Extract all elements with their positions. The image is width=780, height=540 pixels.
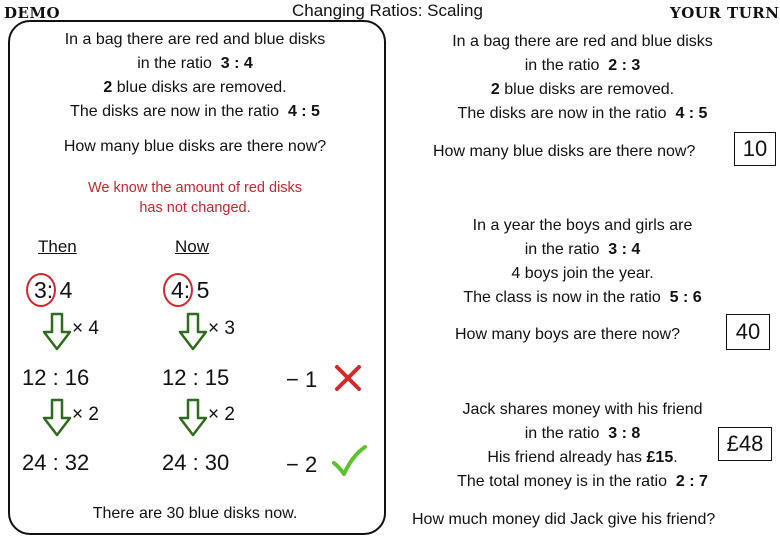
demo-problem-line4: The disks are now in the ratio 4 : 5 xyxy=(70,103,320,120)
now-ratio: 4: 5 xyxy=(171,277,210,303)
then-down-arrow-2-icon xyxy=(42,398,72,438)
q3-line3: His friend already has £15. xyxy=(487,449,678,466)
page-title: Changing Ratios: Scaling xyxy=(292,1,483,20)
q1-line1: In a bag there are red and blue disks xyxy=(452,33,713,50)
demo-note-line1: We know the amount of red disks xyxy=(87,180,303,196)
then-multiplier-1: × 4 xyxy=(72,318,99,339)
q3-line1: Jack shares money with his friend xyxy=(462,401,703,418)
cross-icon xyxy=(332,362,364,394)
q2-answer: 40 xyxy=(726,314,770,350)
q1-answer: 10 xyxy=(734,132,776,166)
now-step-2: 24 : 30 xyxy=(162,450,230,475)
q3-answer: £48 xyxy=(718,427,772,461)
demo-conclusion: There are 30 blue disks now. xyxy=(92,505,298,522)
your-turn-q3 xyxy=(400,398,765,494)
q1-line3: 2 blue disks are removed. xyxy=(490,81,675,98)
then-step-1: 12 : 16 xyxy=(22,365,90,390)
q1-line2: in the ratio 2 : 3 xyxy=(524,57,641,74)
q2-question: How many boys are there now? xyxy=(455,326,680,343)
demo-note-line2: has not changed. xyxy=(139,200,251,216)
now-step-1: 12 : 15 xyxy=(162,365,230,390)
your-turn-label: YOUR TURN xyxy=(670,4,780,22)
demo-question: How many blue disks are there now? xyxy=(63,138,327,155)
difference-2: − 2 xyxy=(286,452,318,477)
demo-problem-line3: 2 blue disks are removed. xyxy=(103,79,287,96)
then-down-arrow-1-icon xyxy=(42,312,72,352)
q2-line3: 4 boys join the year. xyxy=(511,265,654,282)
q2-line2: in the ratio 3 : 4 xyxy=(524,241,641,258)
then-ratio: 3: 4 xyxy=(34,277,73,303)
your-turn-q2 xyxy=(400,214,765,310)
now-multiplier-2: × 2 xyxy=(208,404,235,425)
now-multiplier-1: × 3 xyxy=(208,318,235,339)
q1-question: How many blue disks are there now? xyxy=(433,143,696,160)
then-heading: Then xyxy=(38,237,77,256)
demo-problem xyxy=(20,28,370,124)
demo-problem-line1: In a bag there are red and blue disks xyxy=(64,31,326,48)
demo-note xyxy=(20,178,370,218)
q3-line4: The total money is in the ratio 2 : 7 xyxy=(457,473,708,490)
demo-label: DEMO xyxy=(4,4,61,22)
demo-problem-line2: in the ratio 3 : 4 xyxy=(137,55,253,72)
then-multiplier-2: × 2 xyxy=(72,404,99,425)
now-down-arrow-1-icon xyxy=(178,312,208,352)
your-turn-q1 xyxy=(400,30,765,126)
q1-line4: The disks are now in the ratio 4 : 5 xyxy=(457,105,708,122)
q2-line1: In a year the boys and girls are xyxy=(472,217,693,234)
now-down-arrow-2-icon xyxy=(178,398,208,438)
then-step-2: 24 : 32 xyxy=(22,450,90,475)
now-heading: Now xyxy=(175,237,210,256)
q3-question: How much money did Jack give his friend? xyxy=(412,511,716,528)
q2-line4: The class is now in the ratio 5 : 6 xyxy=(463,289,702,306)
q3-line2: in the ratio 3 : 8 xyxy=(524,425,641,442)
checkmark-icon xyxy=(330,443,368,479)
difference-1: − 1 xyxy=(286,367,318,392)
